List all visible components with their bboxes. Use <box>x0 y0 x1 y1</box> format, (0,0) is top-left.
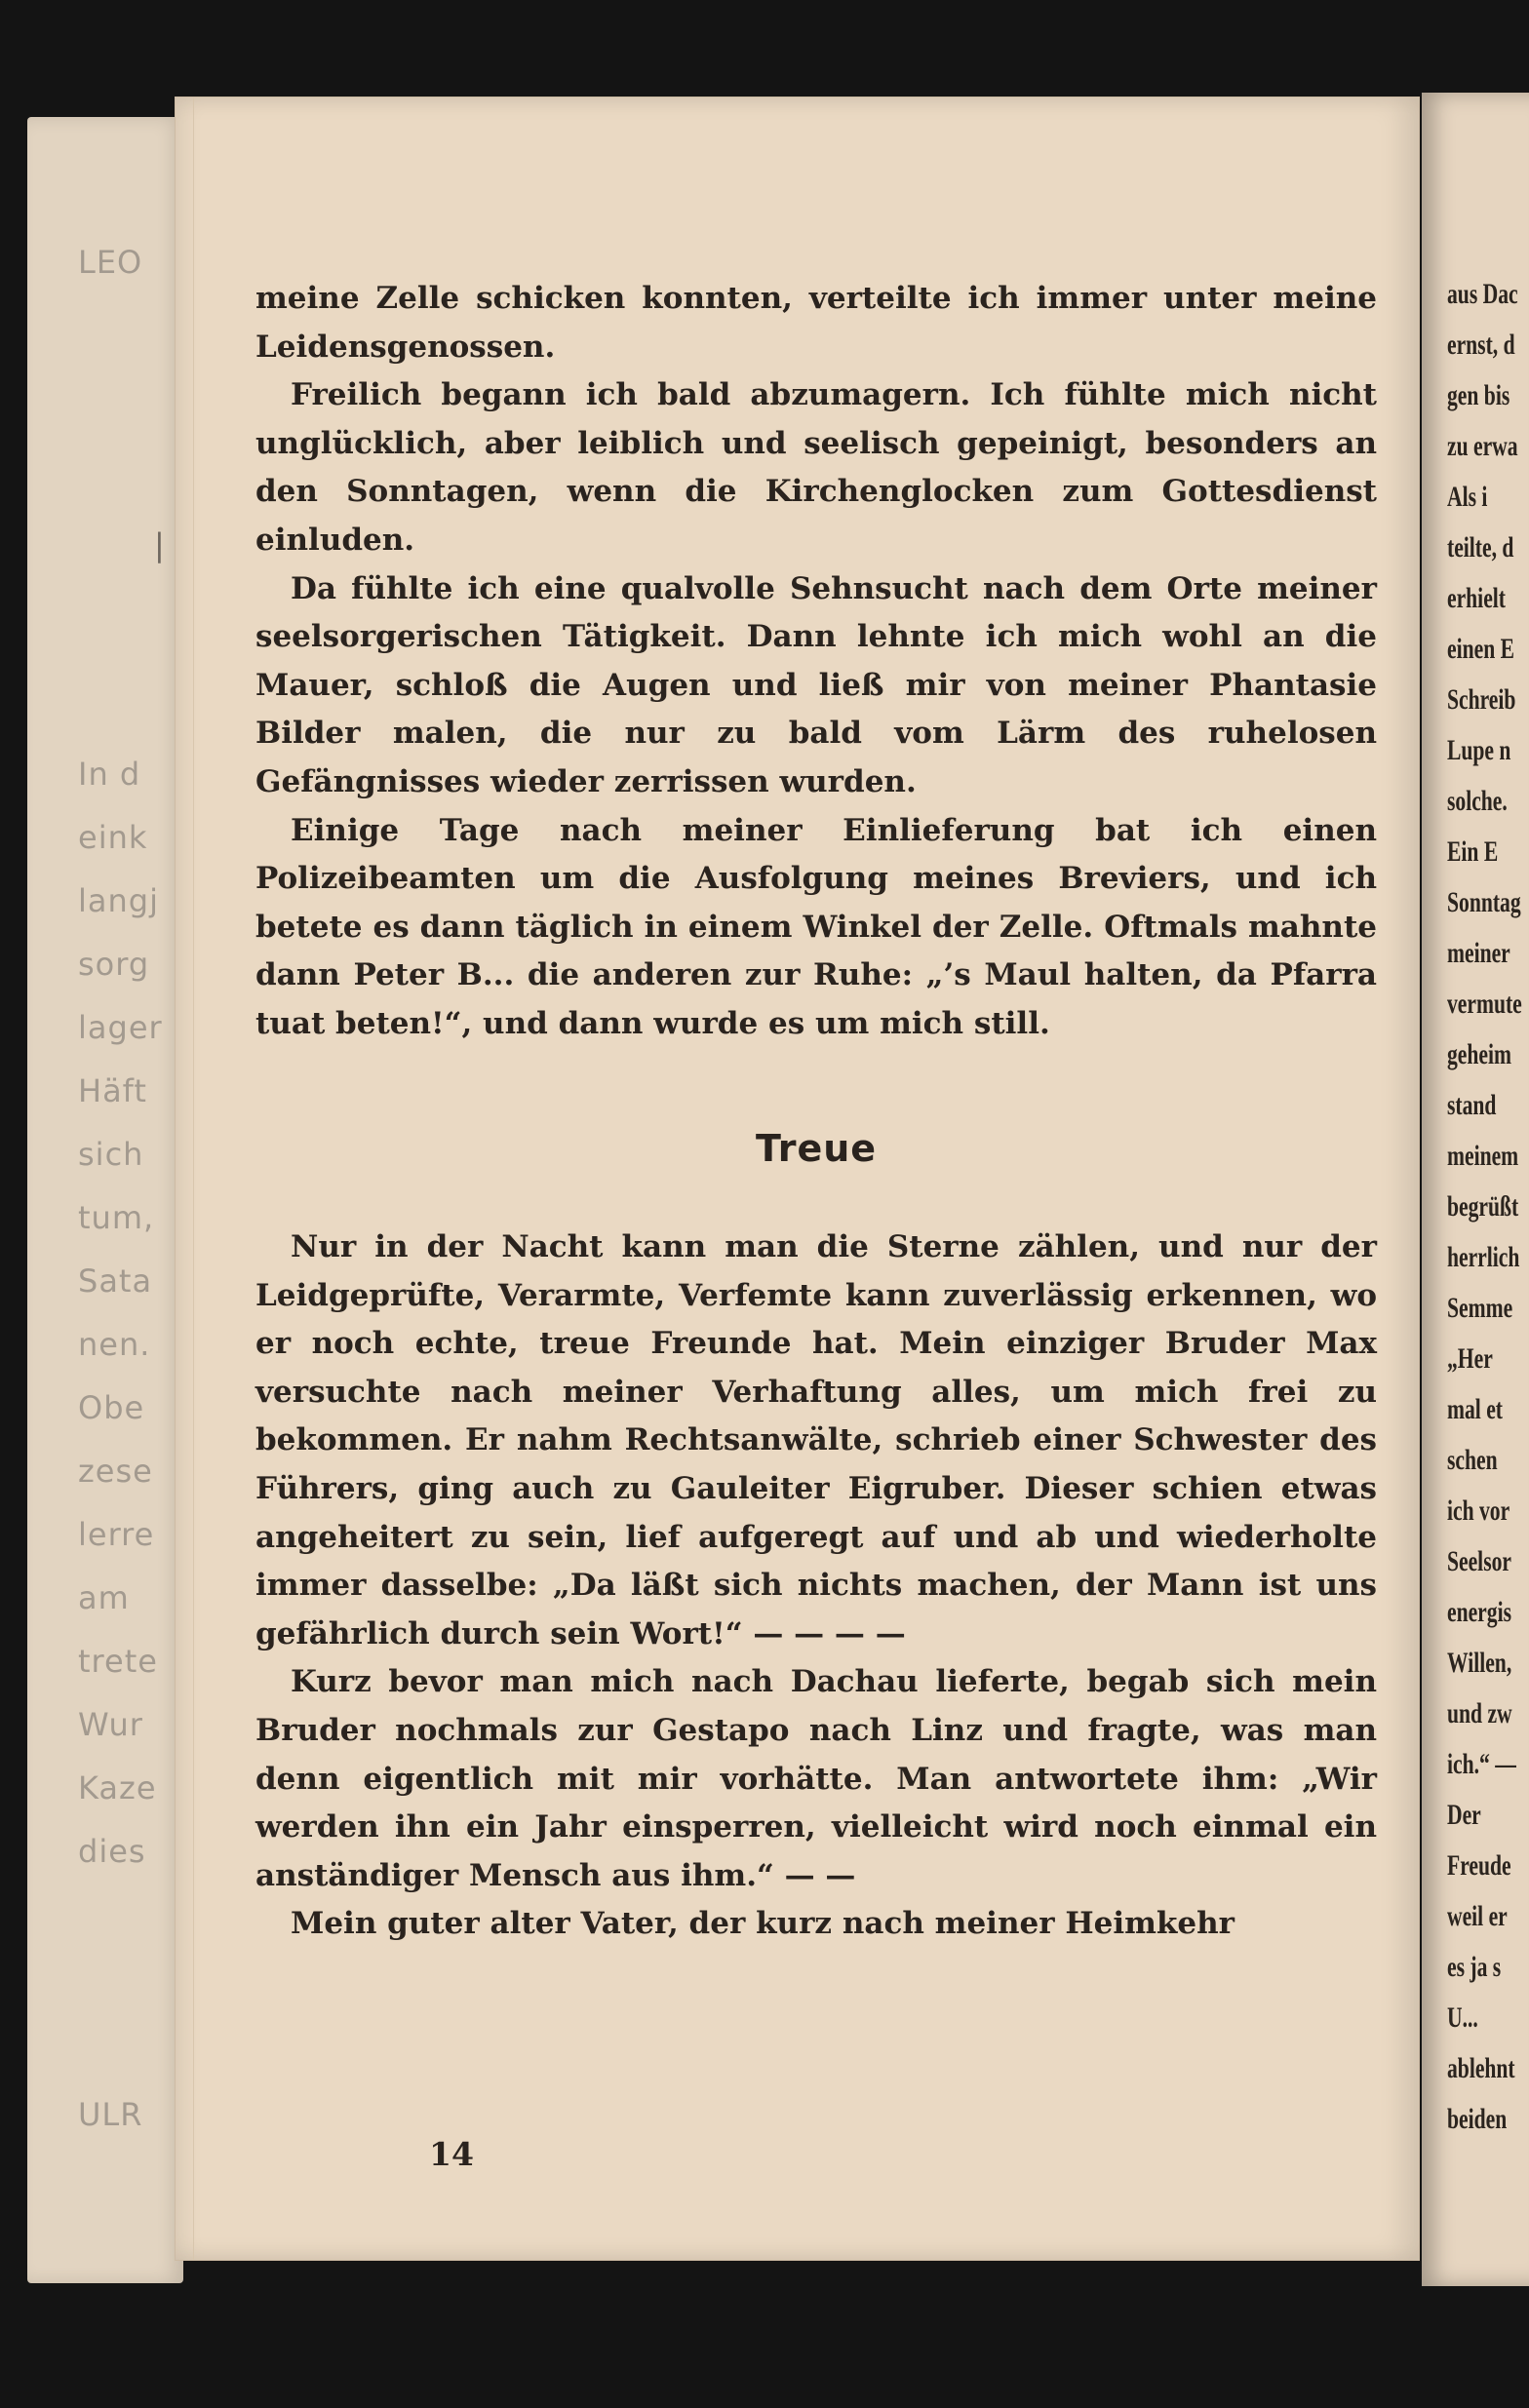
back-cover-fragment: ULR <box>78 2096 143 2133</box>
right-page-fragment: mal et <box>1447 1393 1503 1425</box>
right-page-fragment: meinem <box>1447 1140 1519 1172</box>
right-page-fragment: Sonntag <box>1447 886 1521 918</box>
back-cover-fragment: lerre <box>78 1516 155 1553</box>
right-page-fragment: teilte, d <box>1447 531 1514 563</box>
right-page-fragment: ablehnt <box>1447 2052 1515 2084</box>
back-cover-fragment: trete <box>78 1643 158 1680</box>
back-cover-fragment: LEO <box>78 244 143 281</box>
right-page-fragment: Als i <box>1447 481 1488 513</box>
back-cover-fragment: In d <box>78 756 141 793</box>
paragraph: Nur in der Nacht kann man die Sterne zählen, und nur der Leidgeprüfte, Verarmte, Verfemte kann zuverlässig erkennen, wo er noch echte, treue Freunde hat. Mein einziger Bruder Max versuchte nach meiner Verhaftung alles, um mich frei zu bekommen. Er nahm Rechtsanwälte, schrieb einer Schwester des Führers, ging auch zu Gauleiter Eigruber. Dieser schien etwas angeheitert zu sein, lief aufgeregt auf und ab und wiederholte immer dasselbe: „Da läßt sich nichts machen, der Mann ist uns gefährlich durch sein Wort!“ — — — — <box>255 1229 1377 1651</box>
right-page-fragment: geheim <box>1447 1038 1511 1070</box>
back-cover-fragment: Sata <box>78 1262 153 1300</box>
back-cover-fragment: nen. <box>78 1326 151 1363</box>
paragraph: Einige Tage nach meiner Einlieferung bat ich einen Polizeibeamten um die Ausfolgung meines Breviers, und ich betete es dann täglich in einem Winkel der Zelle. Oftmals mahnte dann Peter B... die anderen zur Ruhe: „’s Maul halten, da Pfarra tuat beten!“, und dann wurde es um mich still. <box>255 812 1377 1041</box>
back-cover-fragment: am <box>78 1579 130 1616</box>
back-cover-fragment: Obe <box>78 1389 145 1426</box>
right-page-fragment: und zw <box>1447 1697 1512 1729</box>
back-cover-fragment: Wur <box>78 1706 143 1743</box>
back-cover-fragment: sich <box>78 1136 144 1173</box>
page-edge-line <box>193 97 194 2260</box>
right-page-fragment: Willen, <box>1447 1647 1512 1679</box>
paragraph: meine Zelle schicken konnten, verteilte ich immer unter meine Leidensgenossen. <box>255 281 1377 365</box>
back-cover-fragment: eink <box>78 819 148 856</box>
paragraph: Freilich begann ich bald abzumagern. Ich fühlte mich nicht unglücklich, aber leiblich und seelisch gepeinigt, besonders an den Sonntagen, wenn die Kirchenglocken zum Gottesdienst einluden. <box>255 377 1377 558</box>
right-page-fragment: vermute <box>1447 988 1522 1020</box>
right-page-fragment: herrlich <box>1447 1241 1520 1273</box>
paragraph: Kurz bevor man mich nach Dachau lieferte, begab sich mein Bruder nochmals zur Gestapo nach Linz und fragte, was man denn eigentlich mit mir vorhätte. Man antwortete ihm: „Wir werden ihn ein Jahr einsperren, vielleicht wird noch einmal ein anständiger Mensch aus ihm.“ — — <box>255 1664 1377 1893</box>
page-number: 14 <box>429 2135 474 2173</box>
right-page-fragment: zu erwa <box>1447 430 1518 462</box>
right-page-fragment: weil er <box>1447 1900 1508 1932</box>
right-page-fragment: Seelsor <box>1447 1545 1511 1577</box>
right-page-fragment: meiner <box>1447 937 1510 969</box>
right-page-fragment: beiden <box>1447 2103 1508 2135</box>
right-page-fragment: Schreib <box>1447 683 1516 716</box>
back-cover-fragment: tum, <box>78 1199 155 1236</box>
right-page-fragment: ich vor <box>1447 1495 1510 1527</box>
right-page-fragment: U... <box>1447 2001 1478 2034</box>
back-cover-fragment: Häft <box>78 1072 147 1109</box>
right-page-fragment: solche. <box>1447 785 1508 817</box>
right-page-edge <box>1422 93 1529 2286</box>
back-cover-fragment: Kaze <box>78 1769 157 1806</box>
back-cover-fragment: zese <box>78 1453 153 1490</box>
right-page-fragment: ich.“ — <box>1447 1748 1516 1780</box>
right-page-fragment: „Her <box>1447 1342 1493 1375</box>
back-cover-flap <box>27 117 183 2283</box>
back-cover-fragment: langj <box>78 882 159 919</box>
right-page-fragment: Ein E <box>1447 835 1499 868</box>
back-cover-fragment: sorg <box>78 946 150 983</box>
right-page-fragment: Der <box>1447 1799 1481 1831</box>
right-page-fragment: stand <box>1447 1089 1497 1121</box>
right-page-fragment: Freude <box>1447 1849 1511 1882</box>
right-page-fragment: begrüßt <box>1447 1190 1519 1223</box>
section-heading: Treue <box>755 1126 878 1170</box>
right-page-fragment: gen bis <box>1447 379 1510 411</box>
paragraph: Mein guter alter Vater, der kurz nach meiner Heimkehr <box>291 1906 1235 1942</box>
right-page-fragment: es ja s <box>1447 1951 1502 1983</box>
right-page-fragment: schen <box>1447 1444 1498 1476</box>
right-page-fragment: energis <box>1447 1596 1511 1628</box>
right-page-fragment: einen E <box>1447 633 1515 665</box>
back-cover-fragment: lager <box>78 1009 163 1046</box>
right-page-fragment: Lupe n <box>1447 734 1511 766</box>
right-page-fragment: aus Dac <box>1447 278 1518 310</box>
back-cover-fragment: | <box>154 526 166 563</box>
page-body <box>255 275 1377 1949</box>
back-cover-fragment: dies <box>78 1833 146 1870</box>
right-page-fragment: Semme <box>1447 1292 1513 1324</box>
paragraph: Da fühlte ich eine qualvolle Sehnsucht nach dem Orte meiner seelsorgerischen Tätigkeit. Dann lehnte ich mich wohl an die Mauer, schloß die Augen und ließ mir von meiner Phantasie Bilder malen, die nur zu bald vom Lärm des ruhelosen Gefängnisses wieder zerrissen wurden. <box>255 570 1377 799</box>
right-page-fragment: ernst, d <box>1447 329 1515 361</box>
right-page-fragment: erhielt <box>1447 582 1506 614</box>
